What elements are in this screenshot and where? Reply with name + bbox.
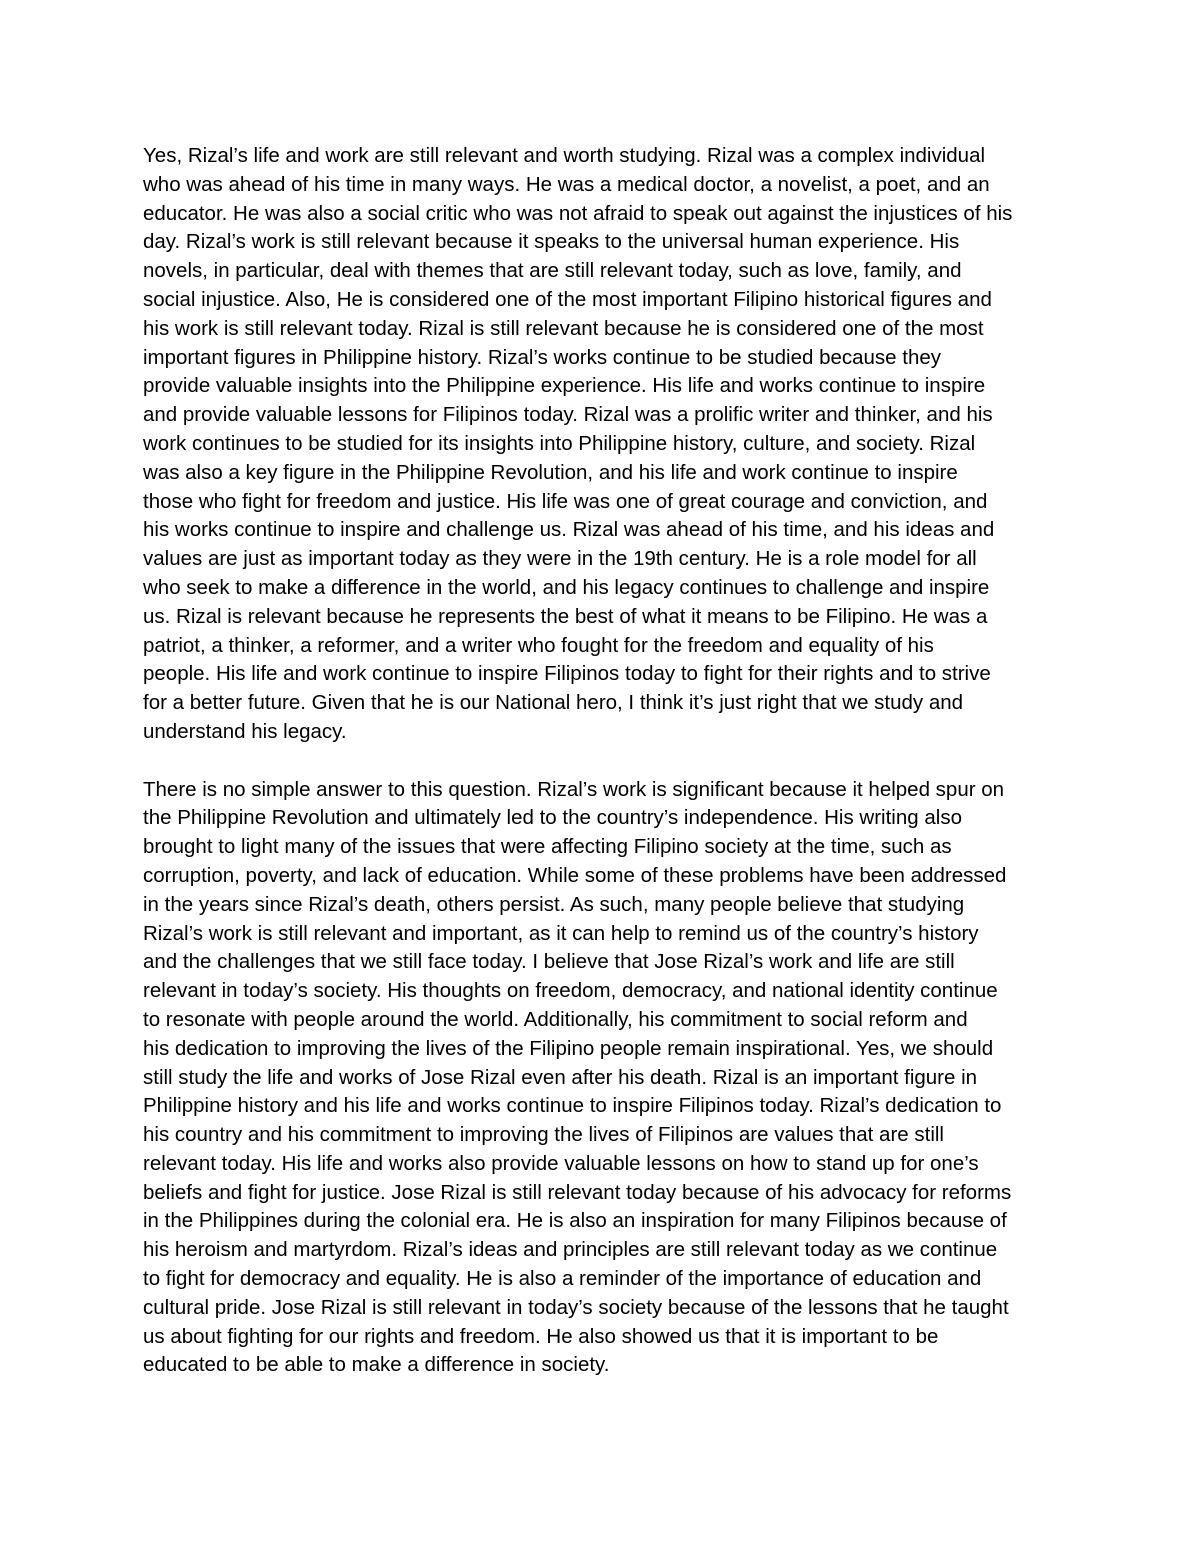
text-line: us. Rizal is relevant because he represents the best of what it means to be Filipino. He was a [143,604,988,628]
paragraph-2 [143,776,1103,1381]
text-line: social injustice. Also, He is considered one of the most important Filipino historical figures and [143,287,992,311]
text-line: values are just as important today as they were in the 19th century. He is a role model for all [143,547,977,571]
text-line: for a better future. Given that he is our National hero, I think it’s just right that we study and [143,691,964,715]
text-line: who was ahead of his time in many ways. He was a medical doctor, a novelist, a poet, and an [143,172,990,196]
text-line: Rizal’s work is still relevant and important, as it can help to remind us of the country’s history [143,921,979,945]
text-line: beliefs and fight for justice. Jose Rizal is still relevant today because of his advocacy for reforms [143,1180,1012,1204]
text-line: who seek to make a difference in the world, and his legacy continues to challenge and inspire [143,575,990,599]
text-line: his work is still relevant today. Rizal is still relevant because he is considered one of the most [143,316,984,340]
text-line: understand his legacy. [143,719,347,743]
text-line: important figures in Philippine history. Rizal’s works continue to be studied because they [143,345,942,369]
text-line: corruption, poverty, and lack of education. While some of these problems have been addressed [143,863,1007,887]
text-line: educator. He was also a social critic who was not afraid to speak out against the injustices of his [143,201,1013,225]
text-line: novels, in particular, deal with themes that are still relevant today, such as love, family, and [143,259,962,283]
text-line: Yes, Rizal’s life and work are still relevant and worth studying. Rizal was a complex individual [143,144,986,167]
text-line: relevant today. His life and works also provide valuable lessons on how to stand up for one’s [143,1151,979,1175]
text-line: was also a key figure in the Philippine Revolution, and his life and work continue to inspire [143,460,958,484]
text-line: us about fighting for our rights and freedom. He also showed us that it is important to be [143,1324,939,1348]
text-line: There is no simple answer to this question. Rizal’s work is significant because it helped spur on [143,777,1005,801]
text-line: brought to light many of the issues that were affecting Filipino society at the time, such as [143,835,952,859]
text-line: and the challenges that we still face today. I believe that Jose Rizal’s work and life are still [143,950,955,974]
text-line: day. Rizal’s work is still relevant because it speaks to the universal human experience. His [143,230,960,254]
text-line: still study the life and works of Jose Rizal even after his death. Rizal is an important figure in [143,1065,978,1089]
text-line: in the years since Rizal’s death, others persist. As such, many people believe that studying [143,892,965,916]
text-line: provide valuable insights into the Philippine experience. His life and works continue to inspire [143,374,986,398]
text-line: and provide valuable lessons for Filipinos today. Rizal was a prolific writer and thinker, and his [143,403,993,427]
text-line: work continues to be studied for its insights into Philippine history, culture, and society. Rizal [143,431,976,455]
document-body [143,142,1103,1380]
text-line: to resonate with people around the world. Additionally, his commitment to social reform and [143,1007,968,1031]
text-line: patriot, a thinker, a reformer, and a writer who fought for the freedom and equality of his [143,633,934,657]
text-line: people. His life and work continue to inspire Filipinos today to fight for their rights and to strive [143,662,991,686]
text-line: his country and his commitment to improving the lives of Filipinos are values that are still [143,1123,944,1147]
text-line: the Philippine Revolution and ultimately led to the country’s independence. His writing also [143,806,962,830]
text-line: educated to be able to make a difference in society. [143,1353,610,1377]
paragraph-spacer [143,747,1103,776]
text-line: relevant in today’s society. His thoughts on freedom, democracy, and national identity continue [143,979,998,1003]
text-line: his dedication to improving the lives of the Filipino people remain inspirational. Yes, we should [143,1036,994,1060]
text-line: to fight for democracy and equality. He is also a reminder of the importance of education and [143,1267,982,1291]
text-line: those who fight for freedom and justice. His life was one of great courage and conviction, and [143,489,988,513]
text-line: in the Philippines during the colonial era. He is also an inspiration for many Filipinos because of [143,1209,1007,1233]
text-line: his heroism and martyrdom. Rizal’s ideas and principles are still relevant today as we continue [143,1238,998,1262]
text-line: cultural pride. Jose Rizal is still relevant in today’s society because of the lessons that he taught [143,1295,1009,1319]
paragraph-1 [143,142,1103,747]
text-line: his works continue to inspire and challenge us. Rizal was ahead of his time, and his ideas and [143,518,995,542]
text-line: Philippine history and his life and works continue to inspire Filipinos today. Rizal’s dedication to [143,1094,1002,1118]
